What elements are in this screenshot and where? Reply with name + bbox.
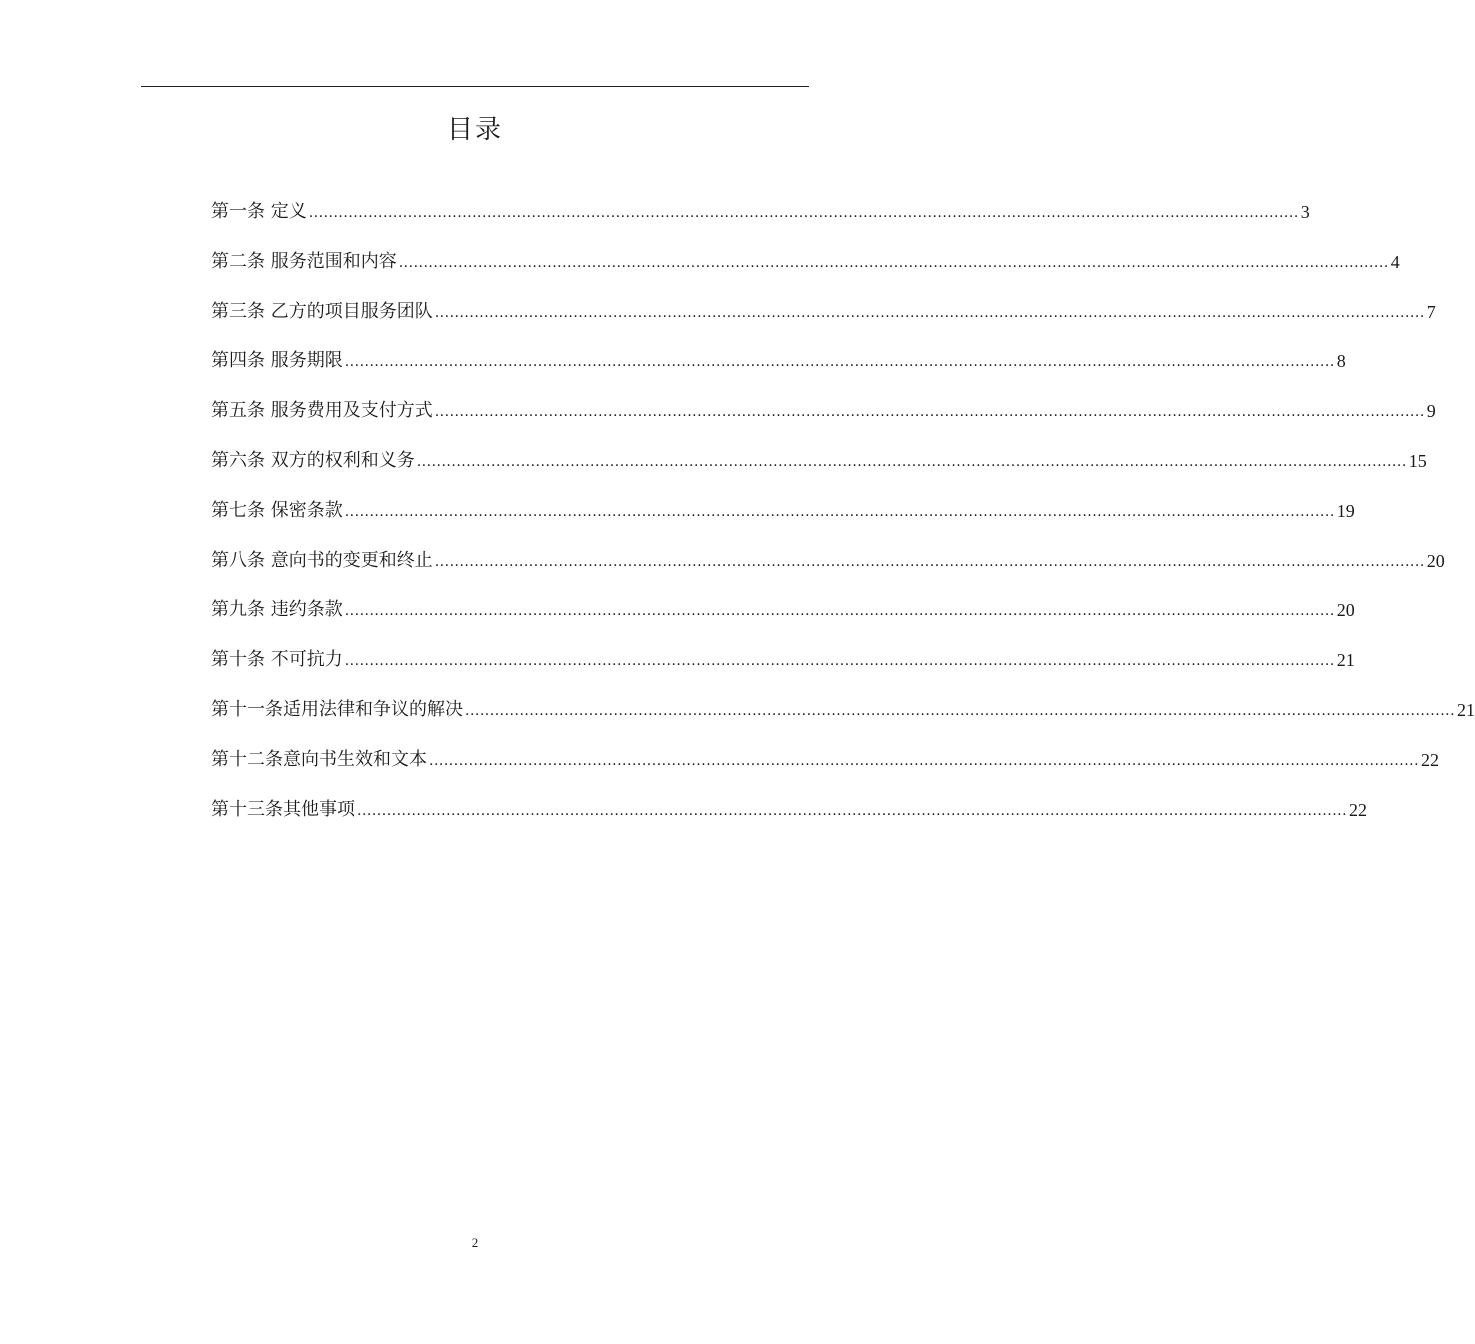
- toc-dot-leader: ........................................................................................................................................................................................................: [465, 702, 1456, 719]
- toc-entry[interactable]: [211, 495, 1355, 545]
- toc-entry-label: 第九条 违约条款: [211, 599, 343, 621]
- toc-dot-leader: ........................................................................................................................................................................................................: [434, 553, 1425, 570]
- toc-entry-page: 15: [1408, 450, 1427, 471]
- toc-entry[interactable]: [211, 246, 1400, 296]
- toc-entry[interactable]: [211, 445, 1427, 495]
- toc-entry-label: 第五条 服务费用及支付方式: [211, 400, 433, 422]
- toc-entry-label: 第六条 双方的权利和义务: [211, 449, 415, 471]
- toc-entry[interactable]: [211, 594, 1355, 644]
- toc-entry[interactable]: [211, 395, 1436, 445]
- toc-entry-label: 第四条 服务期限: [211, 350, 343, 372]
- toc-entry-page: 3: [1300, 202, 1310, 222]
- toc-entry-label: 第八条 意向书的变更和终止: [211, 549, 433, 571]
- toc-entry-label: 第十条 不可抗力: [211, 649, 343, 671]
- toc-entry[interactable]: [211, 794, 1368, 844]
- toc-dot-leader: ........................................................................................................................................................................................................: [344, 354, 1335, 371]
- toc-entry-page: 20: [1426, 550, 1445, 571]
- toc-entry-page: 8: [1336, 351, 1346, 372]
- toc-entry[interactable]: [211, 196, 1310, 246]
- toc-dot-leader: ........................................................................................................................................................................................................: [344, 503, 1335, 520]
- toc-entry[interactable]: [211, 545, 1445, 595]
- toc-entry-label: 第二条 服务范围和内容: [211, 250, 397, 272]
- toc-entry[interactable]: [211, 296, 1436, 346]
- toc-entry-page: 4: [1390, 251, 1400, 272]
- toc-entry-label: 第十三条其他事项: [211, 798, 355, 820]
- toc-dot-leader: ........................................................................................................................................................................................................: [344, 653, 1335, 670]
- toc-dot-leader: ........................................................................................................................................................................................................: [357, 802, 1348, 819]
- toc-dot-leader: ........................................................................................................................................................................................................: [434, 404, 1425, 421]
- toc-entry-page: 9: [1426, 401, 1436, 422]
- toc-entry-page: 7: [1426, 301, 1436, 322]
- toc-entry-page: 22: [1421, 749, 1440, 770]
- toc-dot-leader: ........................................................................................................................................................................................................: [398, 254, 1389, 271]
- toc-entry-page: 19: [1336, 500, 1355, 521]
- toc-title: 目录: [446, 115, 503, 145]
- toc-dot-leader: ........................................................................................................................................................................................................: [434, 304, 1425, 321]
- toc-entry-label: 第一条 定义: [211, 201, 307, 222]
- toc-dot-leader: ........................................................................................................................................................................................................: [344, 603, 1335, 620]
- toc-entry-page: 20: [1336, 600, 1355, 621]
- header-rule: [141, 86, 809, 87]
- toc-dot-leader: ........................................................................................................................................................................................................: [416, 453, 1407, 470]
- toc-dot-leader: ........................................................................................................................................................................................................: [429, 752, 1420, 769]
- toc-entry-page: 22: [1349, 799, 1368, 820]
- page-number: 2: [471, 1235, 479, 1250]
- toc-entry-label: 第三条 乙方的项目服务团队: [211, 300, 433, 322]
- toc-entry-label: 第七条 保密条款: [211, 499, 343, 521]
- toc-entry-label: 第十一条适用法律和争议的解决: [211, 698, 463, 720]
- toc-dot-leader: ........................................................................................................................................................................................................: [308, 205, 1299, 221]
- toc-entry[interactable]: [211, 345, 1346, 395]
- toc-entry[interactable]: [211, 744, 1440, 794]
- toc-entry-label: 第十二条意向书生效和文本: [211, 748, 427, 770]
- toc-entry-page: 21: [1457, 699, 1475, 720]
- toc-entry-page: 21: [1336, 650, 1355, 671]
- toc-list: [211, 196, 1475, 843]
- toc-entry[interactable]: [211, 644, 1355, 694]
- toc-entry[interactable]: [211, 694, 1475, 744]
